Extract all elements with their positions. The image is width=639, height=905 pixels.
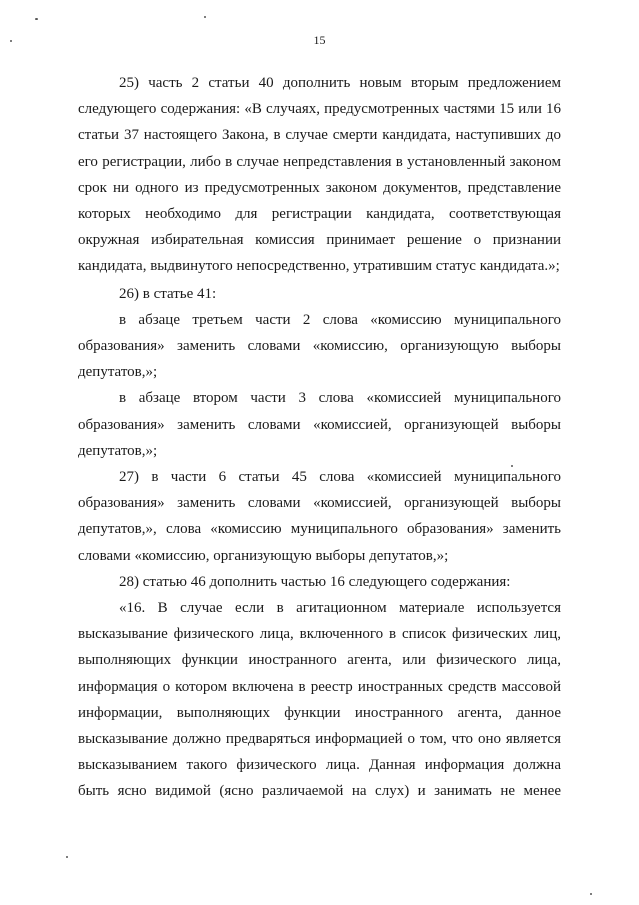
scan-speck [35,18,38,20]
scan-speck [66,856,68,858]
paragraph-25: 25) часть 2 статьи 40 дополнить новым вторым предложением следующего содержания: «В случаях, предусмотренных частями 15 или 16 статьи 37 настоящего Закона, в случае смерти кандидата, наступивших до его регистрации, либо в случае непредставления в установленный законом срок ни одного из предусмотренных законом документов, представление которых необходимо для регистрации кандидата, соответствующая окружная избирательная комиссия принимает решение о признании кандидата, выдвинутого непосредственно, утратившим статус кандидата.»; [78,75,561,275]
scan-speck [590,893,592,895]
paragraph-26-item-1: в абзаце третьем части 2 слова «комиссию муниципального образования» заменить словами «комиссию, организующую выборы депутатов,»; [78,311,561,381]
paragraph-27: 27) в части 6 статьи 45 слова «комиссией муниципального образования» заменить словами «комиссией, организующей выборы депутатов,», слова «комиссию муниципального образования» заменить словами «комиссию, организующую выборы депутатов,»; [78,469,561,564]
paragraph-28-quote: «16. В случае если в агитационном материале используется высказывание физического лица, включенного в список физических лиц, выполняющих функции иностранного агента, или физического лица, информация о котором включена в реестр иностранных средств массовой информации, выполняющих функции иностранного агента, данное высказывание должно предваряться информацией о том, что оно является высказыванием такого физического лица. Данная информация должна быть ясно видимой (ясно различаемой на слух) и занимать не менее [78,600,561,800]
paragraph-26-item-2: в абзаце втором части 3 слова «комиссией муниципального образования» заменить словами «комиссией, организующей выборы депутатов,»; [78,390,561,459]
scan-speck [204,16,206,18]
document-body [78,70,561,805]
page-number: 15 [313,33,326,47]
scan-speck [511,465,513,467]
scan-speck [10,40,12,42]
paragraph-26: 26) в статье 41: [119,285,217,302]
paragraph-28: 28) статью 46 дополнить частью 16 следующего содержания: [119,573,511,590]
